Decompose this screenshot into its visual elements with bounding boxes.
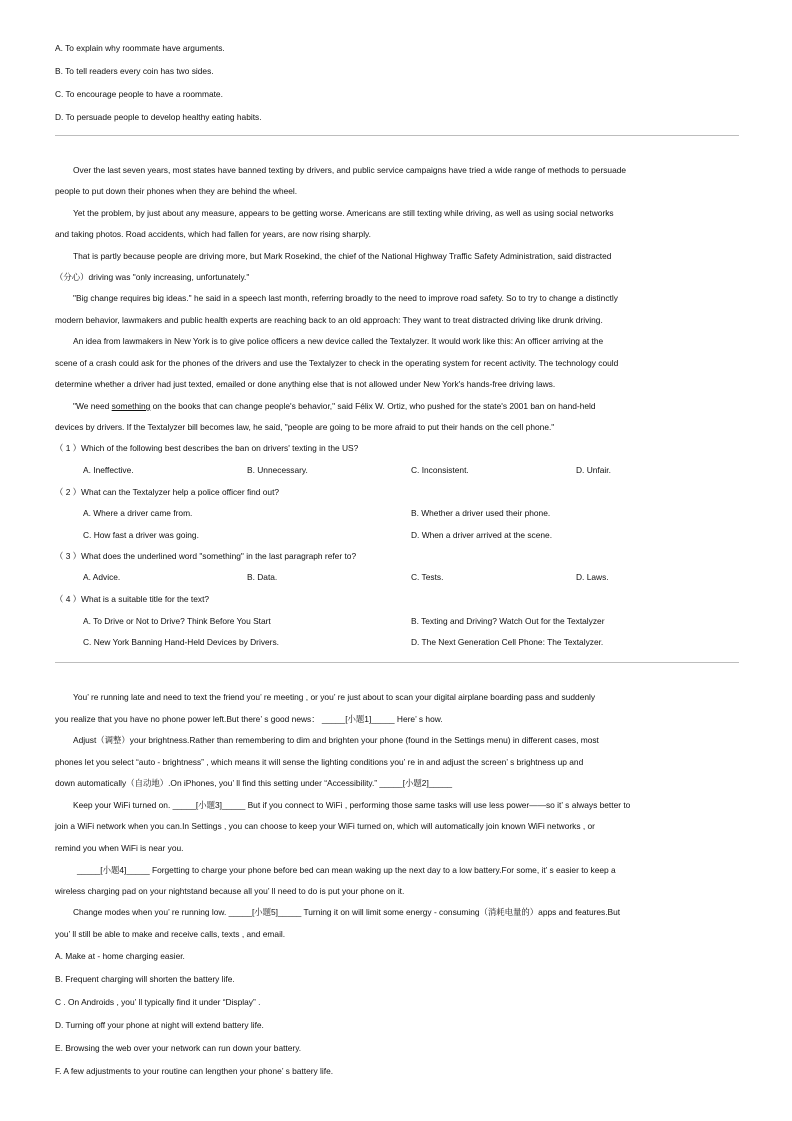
question-1-stem: （ 1 ）Which of the following best describes the ban on drivers' texting in the US? bbox=[55, 443, 359, 453]
option-b: B. Frequent charging will shorten the battery life. bbox=[55, 974, 235, 984]
question-4-option-b: B. Texting and Driving? Watch Out for the Textalyzer bbox=[411, 616, 605, 626]
passage2-line: An idea from lawmakers in New York is to give police officers a new device called the Textalyzer. It would work like this: An officer arriving at the bbox=[73, 336, 604, 346]
passage2-line: That is partly because people are driving more, but Mark Rosekind, the chief of the National Highway Traffic Safety Administration, said distracted bbox=[73, 251, 612, 261]
question-3-option-a: A. Advice. bbox=[83, 572, 121, 582]
passage2-line: modern behavior, lawmakers and public health experts are reaching back to an old approach: They want to treat distracted driving like drunk driving. bbox=[55, 315, 603, 325]
question-3-option-b: B. Data. bbox=[247, 572, 278, 582]
section-divider bbox=[55, 662, 739, 663]
q0-option-b: B. To tell readers every coin has two sides. bbox=[55, 66, 214, 76]
passage3-line: join a WiFi network when you can.In Settings , you can choose to keep your WiFi turned on, which will automatically join known WiFi networks , or bbox=[55, 821, 595, 831]
q0-option-a: A. To explain why roommate have arguments. bbox=[55, 43, 225, 53]
question-3-option-c: C. Tests. bbox=[411, 572, 444, 582]
passage2-line: determine whether a driver had just texted, emailed or done anything else that is not allowed under New York's hands-free driving laws. bbox=[55, 379, 556, 389]
passage2-line: and taking photos. Road accidents, which had fallen for years, are now rising sharply. bbox=[55, 229, 371, 239]
quote-post: on the books that can change people's behavior," said Félix W. Ortiz, who pushed for the state's 2001 ban on hand-held bbox=[150, 401, 596, 411]
question-4-option-a: A. To Drive or Not to Drive? Think Before You Start bbox=[83, 616, 271, 626]
question-1-option-b: B. Unnecessary. bbox=[247, 465, 308, 475]
question-3-stem: （ 3 ）What does the underlined word "something" in the last paragraph refer to? bbox=[55, 551, 357, 561]
passage2-line: Over the last seven years, most states have banned texting by drivers, and public service campaigns have tried a wide range of methods to persuade bbox=[73, 165, 627, 175]
passage2-line: （分心）driving was "only increasing, unfortunately." bbox=[55, 272, 250, 282]
passage2-line: Yet the problem, by just about any measure, appears to be getting worse. Americans are still texting while driving, as well as using social networks bbox=[73, 208, 614, 218]
passage3-line: Keep your WiFi turned on. _____[小题3]_____ But if you connect to WiFi , performing those same tasks will use less power——so it’ s always better to bbox=[73, 800, 631, 810]
q0-option-c: C. To encourage people to have a roommate. bbox=[55, 89, 223, 99]
passage3-line: down automatically（自动地）.On iPhones, you’ ll find this setting under “Accessibility.” _____[小题2]_____ bbox=[55, 778, 453, 788]
question-2-option-c: C. How fast a driver was going. bbox=[83, 530, 199, 540]
option-d: D. Turning off your phone at night will extend battery life. bbox=[55, 1020, 264, 1030]
passage3-line: you realize that you have no phone power left.But there’ s good news： _____[小题1]_____ Here’ s how. bbox=[55, 714, 443, 724]
option-f: F. A few adjustments to your routine can lengthen your phone’ s battery life. bbox=[55, 1066, 334, 1076]
passage3-line: phones let you select “auto - brightness” , which means it will sense the lighting conditions you’ re in and adjust the screen’ s brightness up and bbox=[55, 757, 584, 767]
question-1-option-a: A. Ineffective. bbox=[83, 465, 134, 475]
question-4-option-d: D. The Next Generation Cell Phone: The Textalyzer. bbox=[411, 637, 604, 647]
question-4-stem: （ 4 ）What is a suitable title for the text? bbox=[55, 594, 210, 604]
passage2-quote-line bbox=[73, 400, 596, 412]
question-4-option-c: C. New York Banning Hand-Held Devices by Drivers. bbox=[83, 637, 279, 647]
passage2-line: people to put down their phones when they are behind the wheel. bbox=[55, 186, 298, 196]
question-1-option-d: D. Unfair. bbox=[576, 465, 611, 475]
passage3-line: _____[小题4]_____ Forgetting to charge your phone before bed can mean waking up the next day to a low battery.For some, it’ s easier to keep a bbox=[77, 865, 616, 875]
option-a: A. Make at - home charging easier. bbox=[55, 951, 185, 961]
question-1-option-c: C. Inconsistent. bbox=[411, 465, 469, 475]
q0-option-d: D. To persuade people to develop healthy eating habits. bbox=[55, 112, 262, 122]
section-divider bbox=[55, 135, 739, 136]
question-2-option-b: B. Whether a driver used their phone. bbox=[411, 508, 551, 518]
underlined-word: something bbox=[111, 401, 151, 411]
question-3-option-d: D. Laws. bbox=[576, 572, 609, 582]
option-e: E. Browsing the web over your network can run down your battery. bbox=[55, 1043, 302, 1053]
question-2-option-d: D. When a driver arrived at the scene. bbox=[411, 530, 553, 540]
option-c: C . On Androids , you’ ll typically find it under “Display” . bbox=[55, 997, 261, 1007]
passage3-line: you’ ll still be able to make and receive calls, texts , and email. bbox=[55, 929, 286, 939]
passage3-line: wireless charging pad on your nightstand because all you’ ll need to do is put your phone on it. bbox=[55, 886, 405, 896]
question-2-stem: （ 2 ）What can the Textalyzer help a police officer find out? bbox=[55, 487, 280, 497]
passage3-line: You’ re running late and need to text the friend you’ re meeting , or you’ re just about to scan your digital airplane boarding pass and suddenly bbox=[73, 692, 596, 702]
quote-pre: "We need bbox=[73, 401, 112, 411]
passage2-line: devices by drivers. If the Textalyzer bill becomes law, he said, "people are going to be more afraid to put their hands on the cell phone." bbox=[55, 422, 555, 432]
passage3-line: Change modes when you’ re running low. _____[小题5]_____ Turning it on will limit some energy - consuming（消耗电量的）apps and features.But bbox=[73, 907, 621, 917]
passage3-line: Adjust（调整）your brightness.Rather than remembering to dim and brighten your phone (found in the Settings menu) in different cases, most bbox=[73, 735, 599, 745]
question-2-option-a: A. Where a driver came from. bbox=[83, 508, 193, 518]
passage2-line: scene of a crash could ask for the phones of the drivers and use the Textalyzer to check in the operating system for recent activity. The technology could bbox=[55, 358, 619, 368]
passage3-line: remind you when WiFi is near you. bbox=[55, 843, 184, 853]
passage2-line: "Big change requires big ideas." he said in a speech last month, referring broadly to the need to improve road safety. So to try to change a distinctly bbox=[73, 293, 618, 303]
